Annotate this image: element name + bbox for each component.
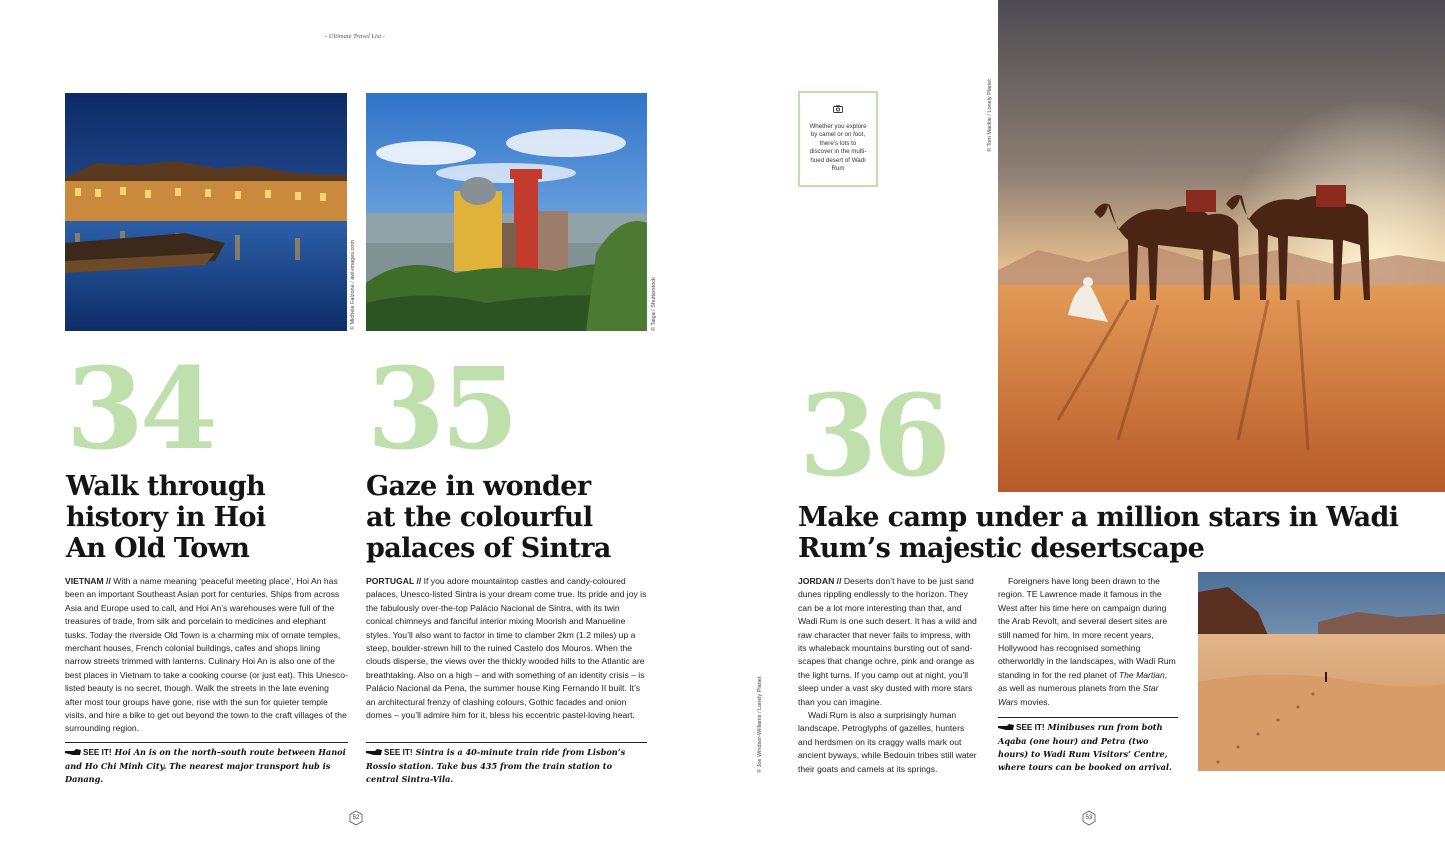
pointing-hand-icon: [65, 747, 81, 760]
wadi-rum-desert-photo: [1198, 572, 1445, 771]
see-it-35: [366, 742, 647, 786]
country-label: PORTUGAL //: [366, 576, 422, 586]
body-text-36-col1: [798, 575, 978, 776]
headline-line: An Old Town: [66, 533, 250, 564]
see-it-34: [65, 742, 348, 786]
body-text-35: [366, 575, 647, 722]
body-paragraph: Wadi Rum is also a surprisingly human landscape. Petroglyphs of gazelles, hunters and herdsmen on its craggy walls mark out ancient byways, while Bedouin tribes still water their goats and camels at its springs.: [798, 710, 977, 774]
page-number-text: 52: [352, 815, 360, 821]
headline-line: Rum’s majestic desertscape: [798, 533, 1205, 564]
photo-caption-box: [798, 91, 878, 187]
body-copy: movies.: [1017, 696, 1050, 707]
film-title: The Martian: [1118, 669, 1165, 680]
see-it-label: SEE IT!: [384, 748, 413, 757]
country-label: VIETNAM //: [65, 576, 111, 586]
see-it-label: SEE IT!: [1016, 723, 1045, 733]
entry-number-36: 36: [799, 371, 947, 502]
headline-line: history in Hoi: [66, 502, 266, 533]
body-text-34: [65, 575, 348, 736]
photo-credit-36-main: © Tom Mackie / Lonely Planet: [987, 79, 993, 152]
headline-line: at the colourful: [366, 502, 593, 533]
headline-line: Walk through: [66, 471, 266, 502]
see-it-text: Minibuses run from both Aqaba (one hour) and Petra (two hours) to Wadi Rum Visitors’ Centre, where tours can be booked on arrival.: [998, 722, 1172, 772]
see-it-text: Sintra is a 40-minute train ride from Lisbon’s Rossio station. Take bus 435 from the train station to central Sintra-Vila.: [366, 747, 626, 784]
photo-credit-34: © Michele Falzone / awl-images.com: [350, 240, 356, 330]
film-title: Star Wars: [998, 683, 1159, 707]
body-copy: If you adore mountaintop castles and candy-coloured palaces, Unesco-listed Sintra is your dream come true. Its pride and joy is the fabulously over-the-top Palácio Nacional de Sintra, with its twin conical chimneys and fanciful interior mixing Moorish and Manueline styles. You’ll also want to factor in time to clamber 2km (1.2 miles) up a steep, boulder-strewn hill to the ruined Castelo dos Mouros. When the clouds disperse, the views over the thickly wooded hills to the Atlantic are breathtaking. Also on a high – and with something of an identity crisis – is Palácio Nacional da Pena, the summer house King Fernando II built. It’s an architectural frenzy of clashing colours, Gothic facades and onion domes – you’ll admire him for it, bless his eccentric pastel-loving heart.: [366, 576, 647, 721]
body-copy: With a name meaning ‘peaceful meeting place’, Hoi An has been an important Southeast Asian port for centuries. Ships from across Asia and Europe used to call, and Hoi An’s warehouses were full of the treasures of trade, from silk and porcelain to medicines and elephant tusks. Today the riverside Old Town is a charming mix of ornate temples, merchant houses, French colonial buildings, cafes and shops lining narrow streets trimmed with lanterns. Culinary Hoi An is also one of the best places in Vietnam to take a cooking course (or just eat). This Unesco-listed beauty is no secret, though. Walk the streets in the late evening after most tour groups have gone, rise with the sun for quieter temple visits, and hire a bike to get out beyond the town to the craft villages of the surrounding region.: [65, 576, 348, 734]
photo-caption: Whether you explore by camel or on foot, there’s lots to discover in the multi-hued desert of Wadi Rum: [809, 122, 867, 172]
photo-credit-35: © Taiga / Shutterstock: [651, 277, 657, 331]
pointing-hand-icon: [998, 722, 1014, 735]
headline-35: [366, 471, 656, 564]
running-head: - Ultimate Travel List -: [325, 33, 385, 40]
camera-icon: [800, 105, 876, 117]
headline-34: [66, 471, 356, 564]
body-paragraph: [798, 575, 978, 709]
see-it-text: Hoi An is on the north–south route between Hanoi and Ho Chi Minh City. The nearest major transport hub is Danang.: [65, 747, 346, 784]
entry-number-35: 35: [367, 344, 515, 475]
body-copy: , as well as numerous planets from the: [998, 669, 1168, 694]
headline-line: Gaze in wonder: [366, 471, 591, 502]
hoi-an-photo: [65, 93, 347, 331]
entry-number-34: 34: [66, 344, 214, 475]
photo-credit-36-small: © Joe Windsor-Williams / Lonely Planet: [757, 676, 763, 773]
body-paragraph: [998, 575, 1178, 709]
body-text-36-col2: [998, 575, 1178, 774]
body-copy: Deserts don’t have to be just sand dunes rippling endlessly to the horizon. They can be a lot more interesting than that, and Wadi Rum is one such desert. It has a wild and raw character that never fails to impress, with its whaleback mountains bursting out of sand-scapes that change ochre, pink and orange as the light turns. If you camp out at night, you’ll sleep under a vast sky dusted with more stars than you can imagine.: [798, 576, 977, 707]
body-copy: Foreigners have long been drawn to the region. TE Lawrence made it famous in the West after his time here on campaign during the Arab Revolt, and several desert sites are still named for him. In more recent years, Hollywood has recognised something otherworldly in the landscapes, with Wadi Rum standing in for the red planet of: [998, 576, 1176, 680]
wadi-rum-camels-photo: [998, 0, 1445, 492]
pointing-hand-icon: [366, 747, 382, 760]
country-label: JORDAN //: [798, 576, 842, 586]
page-number-left: [348, 810, 364, 826]
page-number-text: 53: [1085, 815, 1093, 821]
see-it-label: SEE IT!: [83, 748, 112, 757]
headline-36: [798, 502, 1418, 564]
headline-line: palaces of Sintra: [366, 533, 611, 564]
sintra-photo: [366, 93, 647, 331]
page-number-right: [1081, 810, 1097, 826]
headline-line: Make camp under a million stars in Wadi: [798, 502, 1399, 533]
see-it-36: [998, 717, 1178, 774]
